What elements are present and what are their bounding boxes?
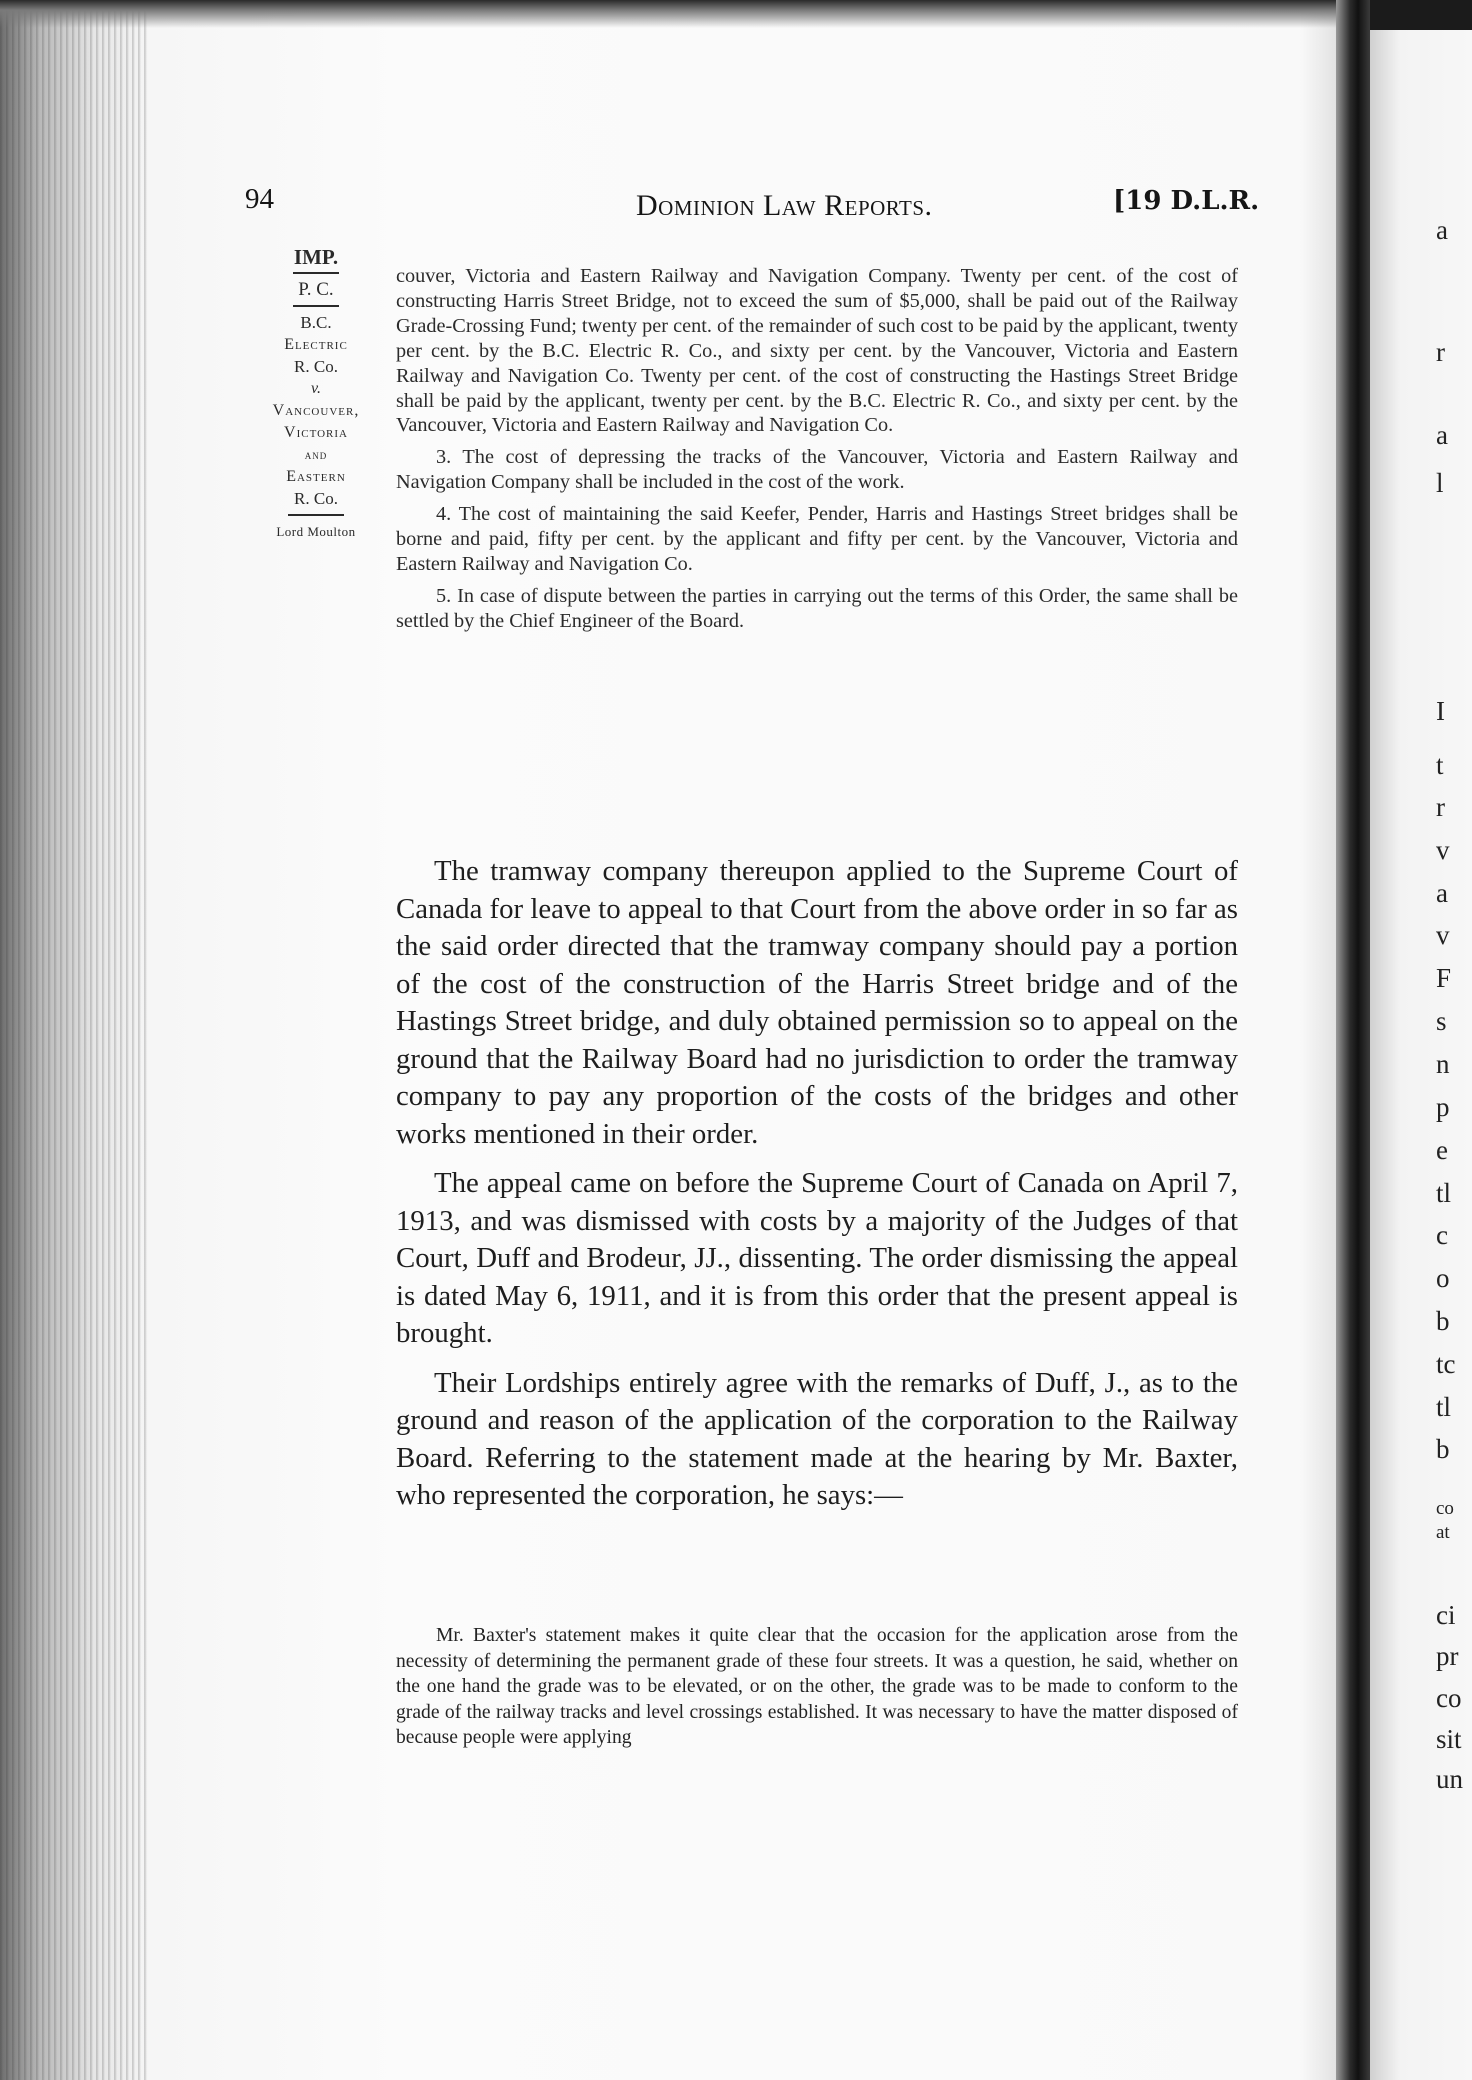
- facing-fragment: s: [1436, 1006, 1447, 1036]
- facing-fragment: co: [1436, 1683, 1462, 1713]
- facing-fragment: I: [1436, 696, 1445, 726]
- order-paragraph: 3. The cost of depressing the tracks of the Vancouver, Victoria and Eastern Railway and Navigation Company shall be included in the cost of the work.: [396, 446, 1238, 494]
- facing-fragment: sit: [1436, 1724, 1462, 1754]
- facing-fragment: a: [1436, 215, 1448, 245]
- versus-label: v.: [311, 380, 321, 397]
- divider: [293, 272, 339, 274]
- running-title: Dominion Law Reports.: [636, 189, 933, 222]
- facing-fragment: un: [1436, 1764, 1463, 1794]
- facing-fragment: F: [1436, 963, 1452, 993]
- order-paragraph: 5. In case of dispute between the parties in carrying out the terms of this Order, the same shall be settled by the Chief Engineer of the Board.: [396, 584, 1238, 632]
- body-paragraph: The appeal came on before the Supreme Court of Canada on April 7, 1913, and was dismissed with costs by a majority of the Judges of that Court, Duff and Brodeur, JJ., dissenting. The order dismissing the appeal is dated May 6, 1911, and it is from this order that the present appeal is brought.: [396, 1167, 1238, 1349]
- facing-fragment: c: [1436, 1220, 1448, 1250]
- facing-fragment: a: [1436, 878, 1448, 908]
- party-name-line: Victoria: [284, 424, 348, 441]
- facing-fragment: tl: [1436, 1178, 1452, 1208]
- top-shadow: [0, 0, 1360, 28]
- quoted-passage: [396, 1623, 1238, 1751]
- facing-fragment: b: [1436, 1434, 1450, 1464]
- quote-paragraph: Mr. Baxter's statement makes it quite clear that the occasion for the application arose from the necessity of determining the permanent grade of these four streets. It was a question, he said, whether on the one hand the grade was to be elevated, or on the other, the grade was to be made to conform to the grade of the railway tracks and level crossings established. It was necessary to have the matter disposed of because people were applying: [396, 1625, 1238, 1748]
- party-name-line: R. Co.: [294, 489, 338, 508]
- party-name-line: Eastern: [286, 468, 346, 485]
- facing-fragment: ci: [1436, 1600, 1456, 1630]
- divider: [288, 514, 344, 516]
- facing-fragment: tl: [1436, 1392, 1452, 1422]
- facing-fragment: n: [1436, 1049, 1450, 1079]
- order-paragraph: couver, Victoria and Eastern Railway and Navigation Company. Twenty per cent. of the cost of constructing Harris Street Bridge, not to exceed the sum of $5,000, shall be paid out of the Railway Grade-Crossing Fund; twenty per cent. of the remainder of such cost to be paid by the applicant, twenty per cent. by the B.C. Electric R. Co., and sixty per cent. by the Vancouver, Victoria and Eastern Railway and Navigation Co. Twenty per cent. of the cost of constructing the Hastings Street Bridge shall be paid by the applicant, twenty per cent. by the B.C. Electric R. Co., and sixty per cent. by the Vancouver, Victoria and Eastern Railway and Navigation Co.: [396, 265, 1239, 437]
- case-margin-note: [246, 246, 386, 543]
- facing-fragment: e: [1436, 1135, 1448, 1165]
- party-name-line: B.C.: [300, 313, 332, 332]
- facing-fragment: tc: [1436, 1349, 1456, 1379]
- facing-fragment: o: [1436, 1263, 1450, 1293]
- division-label: P. C.: [298, 279, 334, 300]
- court-label: IMP.: [293, 245, 339, 269]
- facing-fragment: co: [1436, 1498, 1454, 1519]
- facing-fragment: p: [1436, 1092, 1450, 1122]
- facing-fragment: l: [1436, 468, 1444, 498]
- body-paragraph: Their Lordships entirely agree with the remarks of Duff, J., as to the ground and reason of the application of the corporation to the Railway Board. Referring to the statement made at the hearing by Mr. Baxter, who represented the corporation, he says:—: [396, 1366, 1238, 1511]
- facing-fragment: v: [1436, 835, 1450, 865]
- facing-fragment: r: [1436, 792, 1445, 822]
- facing-fragment: b: [1436, 1306, 1450, 1336]
- judge-name: Lord Moulton: [276, 524, 356, 539]
- judgment-body: [396, 853, 1238, 1515]
- party-name-line: Electric: [284, 336, 348, 353]
- order-paragraph: 4. The cost of maintaining the said Keefer, Pender, Harris and Hastings Street bridges shall be borne and paid, fifty per cent. by the applicant and fifty per cent. by the Vancouver, Victoria and Eastern Railway and Navigation Co.: [396, 503, 1238, 575]
- facing-fragment: t: [1436, 750, 1444, 780]
- facing-fragment: at: [1436, 1522, 1450, 1543]
- facing-fragment: pr: [1436, 1641, 1459, 1671]
- book-gutter: [1336, 0, 1370, 2080]
- order-text-block: [396, 264, 1238, 634]
- page-stack-edges: [0, 0, 150, 2080]
- volume-reference: [19 D.L.R.: [1113, 186, 1260, 216]
- party-name-line: and: [304, 447, 328, 462]
- facing-fragment: a: [1436, 420, 1448, 450]
- body-paragraph: The tramway company thereupon applied to the Supreme Court of Canada for leave to appeal to that Court from the above order in so far as the said order directed that the tramway company should pay a portion of the cost of the construction of the Harris Street bridge and of the Hastings Street bridge, and duly obtained permission so to appeal on the ground that the Railway Board had no jurisdiction to order the tramway company to pay any proportion of the costs of the bridges and other works mentioned in their order.: [396, 855, 1238, 1150]
- party-name-line: R. Co.: [294, 357, 338, 376]
- facing-fragment: r: [1436, 337, 1445, 367]
- divider: [293, 305, 339, 307]
- facing-fragment: v: [1436, 920, 1450, 950]
- party-name-line: Vancouver,: [272, 402, 360, 419]
- page-number: 94: [245, 183, 274, 215]
